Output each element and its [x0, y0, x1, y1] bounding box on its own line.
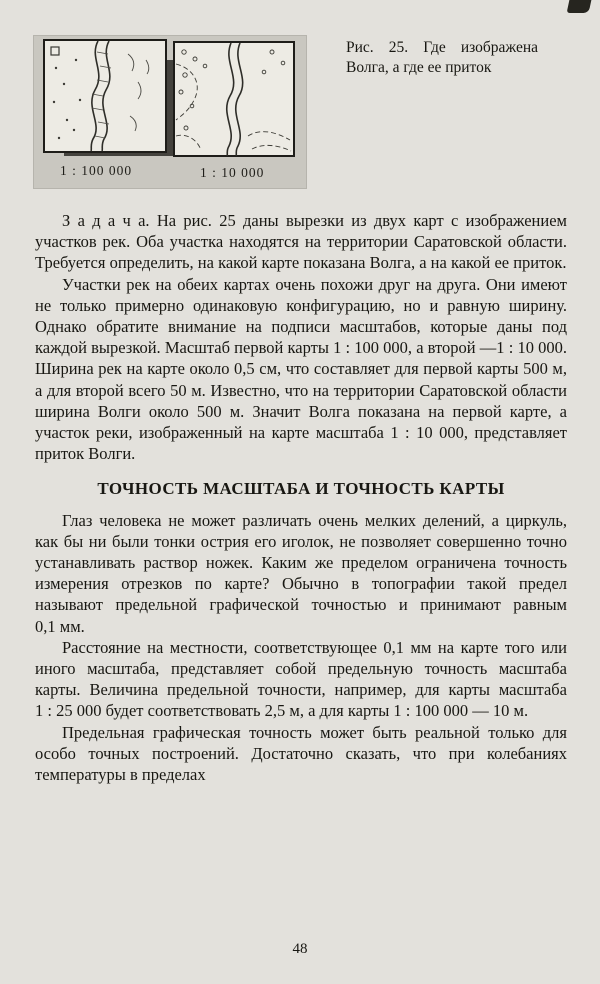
map-scale-right: 1 : 10 000 — [200, 165, 265, 180]
map-scale-left: 1 : 100 000 — [60, 163, 133, 178]
paragraph-task: З а д а ч а. На рис. 25 даны вырезки из двух карт с изображением участков рек. Оба участка находятся на территории Саратовской области. Требуется определить, на какой карте показана Волга, а на какой ее приток. — [35, 211, 567, 273]
paragraph-solution: Участки рек на обеих картах очень похожи друг на друга. Они имеют не только примерно одинаковую конфигурацию, но и равную ширину. Однако обратите внимание на подписи масштабов, которые даны под каждой вырезкой. Масштаб первой карты 1 : 100 000, а второй —1 : 10 000. Ширина рек на карте около 0,5 см, что составляет для первой карты 500 м, а для второй всего 50 м. Известно, что на территории Саратовской области ширина Волги около 500 м. Значит Волга показана на первой карте, а участок реки, изображенный на карте масштаба 1 : 10 000, представляет приток Волги. — [35, 274, 567, 464]
page-number: 48 — [292, 941, 308, 957]
map-panel-left — [44, 40, 166, 152]
scan-artifact-mark — [567, 0, 592, 13]
paragraph-precision-intro: Глаз человека не может различать очень мелких делений, а циркуль, как бы ни были тонки острия его иголок, не позволяет совершенно точно устанавливать раствор ножек. Каким же пределом ограничена точность измерения отрезков по карте? Обычно в топографии такой предел называют предельной графической точностью и принимают равным 0,1 мм. — [35, 510, 567, 636]
figure-map-excerpts — [34, 36, 306, 188]
figure-caption: Рис. 25. Где изображена Волга, а где ее приток — [346, 39, 538, 76]
paragraph-precision-reality: Предельная графическая точность может быть реальной только для особо точных построений. Достаточно сказать, что при колебаниях температуры в пределах — [35, 722, 567, 785]
paragraph-precision-values: Расстояние на местности, соответствующее 0,1 мм на карте того или иного масштаба, представляет собой предельную точность масштаба карты. Величина предельной точности, например, для карты масштаба 1 : 25 000 будет соответствовать 2,5 м, а для карты 1 : 100 000 — 10 м. — [35, 637, 567, 721]
map-panel-right — [174, 42, 294, 156]
figure-block — [0, 0, 600, 188]
section-heading: ТОЧНОСТЬ МАСШТАБА И ТОЧНОСТЬ КАРТЫ — [97, 479, 505, 499]
article-body — [0, 188, 600, 785]
